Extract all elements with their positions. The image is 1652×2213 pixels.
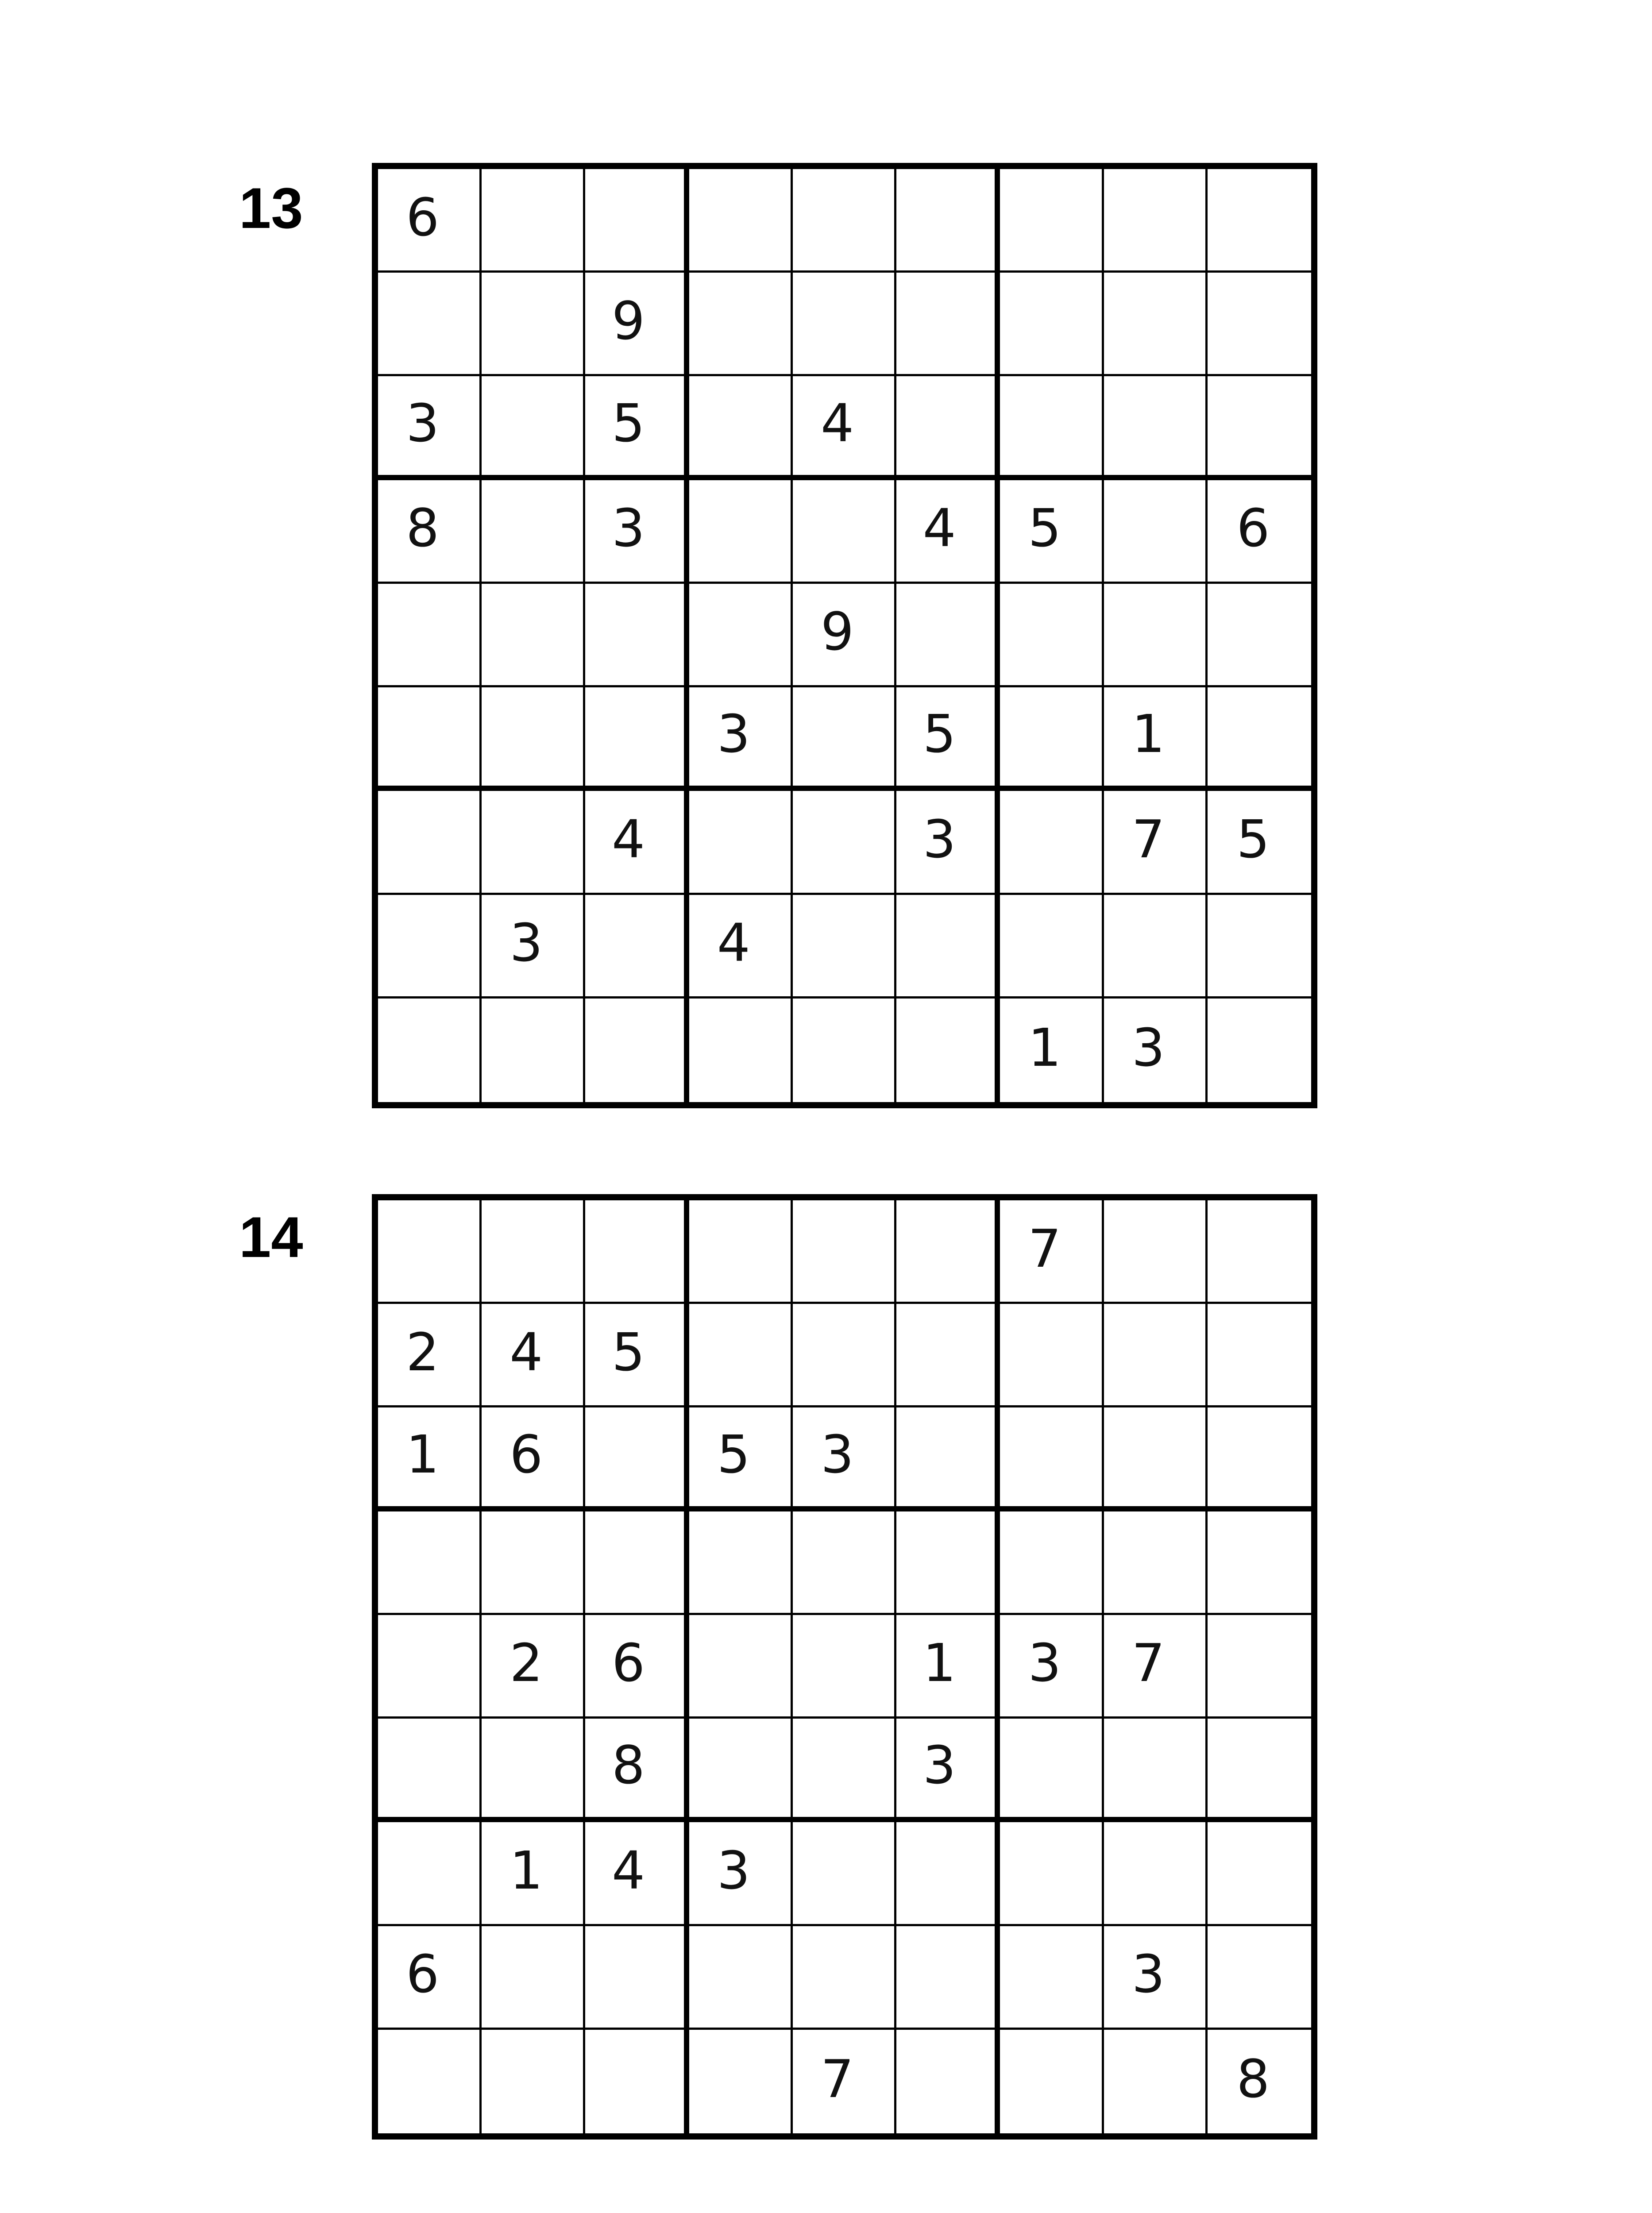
sudoku-cell[interactable]: [896, 1719, 1000, 1822]
sudoku-cell[interactable]: [1208, 1407, 1311, 1511]
cell-digit: 3: [612, 497, 645, 559]
cell-digit: 5: [717, 1423, 750, 1485]
sudoku-cell[interactable]: [1000, 1926, 1104, 2030]
cell-digit: 8: [406, 497, 440, 559]
cell-digit: 7: [820, 2048, 854, 2109]
sudoku-cell[interactable]: [482, 480, 585, 584]
cell-digit: 3: [820, 1423, 854, 1485]
sudoku-cell[interactable]: [378, 169, 482, 273]
sudoku-cell[interactable]: [1000, 791, 1104, 894]
sudoku-cell[interactable]: [793, 1407, 896, 1511]
sudoku-cell[interactable]: [1208, 791, 1311, 894]
sudoku-cell[interactable]: [378, 376, 482, 480]
cell-digit: 3: [717, 1839, 750, 1901]
sudoku-cell[interactable]: [482, 1200, 585, 1304]
sudoku-cell[interactable]: [1104, 895, 1208, 999]
sudoku-cell[interactable]: [378, 1407, 482, 1511]
sudoku-cell[interactable]: [793, 169, 896, 273]
sudoku-cell[interactable]: [1208, 1615, 1311, 1719]
sudoku-cell[interactable]: [1000, 2030, 1104, 2133]
sudoku-cell[interactable]: [1000, 895, 1104, 999]
sudoku-cell[interactable]: [689, 1304, 793, 1407]
sudoku-cell[interactable]: [1208, 1822, 1311, 1926]
sudoku-cell[interactable]: [482, 169, 585, 273]
sudoku-cell[interactable]: [482, 1511, 585, 1615]
sudoku-cell[interactable]: [585, 376, 689, 480]
sudoku-cell[interactable]: [896, 1511, 1000, 1615]
sudoku-cell[interactable]: [378, 480, 482, 584]
sudoku-cell[interactable]: [585, 1511, 689, 1615]
cell-digit: 5: [1028, 497, 1061, 559]
sudoku-cell[interactable]: [482, 1407, 585, 1511]
sudoku-cell[interactable]: [482, 2030, 585, 2133]
sudoku-cell[interactable]: [1208, 1200, 1311, 1304]
cell-digit: 3: [922, 1735, 956, 1796]
cell-digit: 9: [820, 601, 854, 663]
sudoku-cell[interactable]: [585, 1615, 689, 1719]
sudoku-cell[interactable]: [689, 1926, 793, 2030]
cell-digit: 6: [406, 186, 440, 248]
sudoku-cell[interactable]: [585, 584, 689, 687]
cell-digit: 7: [1131, 808, 1165, 870]
sudoku-cell[interactable]: [378, 273, 482, 376]
sudoku-cell[interactable]: [896, 1407, 1000, 1511]
sudoku-cell[interactable]: [1000, 1200, 1104, 1304]
cell-digit: 5: [612, 392, 645, 454]
sudoku-cell[interactable]: [482, 999, 585, 1102]
sudoku-cell[interactable]: [378, 584, 482, 687]
sudoku-cell[interactable]: [585, 480, 689, 584]
cell-digit: 1: [406, 1423, 440, 1485]
sudoku-cell[interactable]: [1104, 999, 1208, 1102]
sudoku-cell[interactable]: [793, 273, 896, 376]
sudoku-cell[interactable]: [689, 169, 793, 273]
cell-digit: 4: [820, 392, 854, 454]
sudoku-cell[interactable]: [1208, 1304, 1311, 1407]
sudoku-cell[interactable]: [482, 273, 585, 376]
sudoku-cell[interactable]: [378, 1822, 482, 1926]
sudoku-cell[interactable]: [793, 584, 896, 687]
sudoku-cell[interactable]: [378, 1926, 482, 2030]
cell-digit: 6: [1236, 497, 1270, 559]
cell-digit: 2: [406, 1321, 440, 1383]
sudoku-cell[interactable]: [1000, 1615, 1104, 1719]
cell-digit: 5: [612, 1321, 645, 1383]
cell-digit: 7: [1028, 1218, 1061, 1279]
sudoku-cell[interactable]: [1000, 1822, 1104, 1926]
sudoku-cell[interactable]: [1000, 169, 1104, 273]
sudoku-cell[interactable]: [1104, 169, 1208, 273]
sudoku-cell[interactable]: [1104, 1822, 1208, 1926]
sudoku-cell[interactable]: [482, 1719, 585, 1822]
cell-digit: 6: [612, 1632, 645, 1694]
sudoku-cell[interactable]: [585, 895, 689, 999]
sudoku-cell[interactable]: [689, 376, 793, 480]
sudoku-cell[interactable]: [793, 1926, 896, 2030]
sudoku-cell[interactable]: [585, 687, 689, 791]
sudoku-cell[interactable]: [793, 1822, 896, 1926]
sudoku-cell[interactable]: [378, 1511, 482, 1615]
sudoku-cell[interactable]: [1208, 1719, 1311, 1822]
sudoku-cell[interactable]: [689, 584, 793, 687]
sudoku-cell[interactable]: [1208, 1926, 1311, 2030]
sudoku-cell[interactable]: [793, 1511, 896, 1615]
sudoku-cell[interactable]: [689, 1511, 793, 1615]
sudoku-cell[interactable]: [793, 1304, 896, 1407]
sudoku-cell[interactable]: [1208, 480, 1311, 584]
cell-digit: 8: [1236, 2048, 1270, 2109]
cell-digit: 1: [1028, 1017, 1061, 1078]
sudoku-cell[interactable]: [689, 2030, 793, 2133]
sudoku-cell[interactable]: [1104, 1407, 1208, 1511]
sudoku-cell[interactable]: [378, 1200, 482, 1304]
sudoku-cell[interactable]: [1208, 584, 1311, 687]
cell-digit: 3: [406, 392, 440, 454]
sudoku-cell[interactable]: [585, 169, 689, 273]
sudoku-cell[interactable]: [1208, 895, 1311, 999]
sudoku-cell[interactable]: [585, 791, 689, 894]
sudoku-cell[interactable]: [378, 895, 482, 999]
sudoku-cell[interactable]: [482, 1822, 585, 1926]
sudoku-grid-13: [372, 163, 1317, 1108]
sudoku-cell[interactable]: [896, 480, 1000, 584]
cell-digit: 4: [509, 1321, 543, 1383]
cell-digit: 1: [509, 1839, 543, 1901]
sudoku-cell[interactable]: [482, 687, 585, 791]
sudoku-cell[interactable]: [896, 1200, 1000, 1304]
cell-digit: 1: [922, 1632, 956, 1694]
sudoku-cell[interactable]: [1208, 169, 1311, 273]
cell-digit: 3: [1131, 1017, 1165, 1078]
sudoku-cell[interactable]: [1104, 2030, 1208, 2133]
sudoku-cell[interactable]: [793, 376, 896, 480]
cell-digit: 6: [509, 1423, 543, 1485]
sudoku-cell[interactable]: [896, 895, 1000, 999]
cell-digit: 3: [717, 703, 750, 765]
sudoku-cell[interactable]: [1104, 1719, 1208, 1822]
cell-digit: 2: [509, 1632, 543, 1694]
sudoku-cell[interactable]: [896, 1822, 1000, 1926]
sudoku-cell[interactable]: [1208, 2030, 1311, 2133]
sudoku-cell[interactable]: [1000, 376, 1104, 480]
sudoku-cell[interactable]: [896, 169, 1000, 273]
sudoku-cell[interactable]: [482, 1615, 585, 1719]
sudoku-cell[interactable]: [896, 584, 1000, 687]
sudoku-cell[interactable]: [793, 895, 896, 999]
sudoku-cell[interactable]: [585, 2030, 689, 2133]
sudoku-cell[interactable]: [896, 1304, 1000, 1407]
sudoku-cell[interactable]: [793, 2030, 896, 2133]
sudoku-cell[interactable]: [1104, 376, 1208, 480]
sudoku-cell[interactable]: [1208, 1511, 1311, 1615]
sudoku-cell[interactable]: [378, 1304, 482, 1407]
sudoku-cell[interactable]: [1104, 1304, 1208, 1407]
sudoku-cell[interactable]: [585, 1926, 689, 2030]
sudoku-cell[interactable]: [378, 999, 482, 1102]
sudoku-cell[interactable]: [482, 1304, 585, 1407]
sudoku-cell[interactable]: [689, 999, 793, 1102]
sudoku-cell[interactable]: [378, 1615, 482, 1719]
sudoku-cell[interactable]: [793, 1719, 896, 1822]
sudoku-cell[interactable]: [1104, 1511, 1208, 1615]
sudoku-cell[interactable]: [1000, 999, 1104, 1102]
sudoku-cell[interactable]: [793, 1615, 896, 1719]
sudoku-cell[interactable]: [585, 273, 689, 376]
sudoku-cell[interactable]: [896, 2030, 1000, 2133]
sudoku-cell[interactable]: [896, 791, 1000, 894]
cell-digit: 7: [1131, 1632, 1165, 1694]
sudoku-cell[interactable]: [1208, 376, 1311, 480]
sudoku-cell[interactable]: [896, 273, 1000, 376]
sudoku-cell[interactable]: [585, 1719, 689, 1822]
sudoku-cell[interactable]: [689, 687, 793, 791]
sudoku-cell[interactable]: [1104, 687, 1208, 791]
cell-digit: 3: [1131, 1943, 1165, 2005]
sudoku-cell[interactable]: [1104, 584, 1208, 687]
sudoku-cell[interactable]: [1000, 273, 1104, 376]
sudoku-cell[interactable]: [585, 1200, 689, 1304]
sudoku-cell[interactable]: [1104, 480, 1208, 584]
cell-digit: 3: [1028, 1632, 1061, 1694]
cell-digit: 1: [1131, 703, 1165, 765]
sudoku-cell[interactable]: [585, 1822, 689, 1926]
sudoku-cell[interactable]: [1000, 1719, 1104, 1822]
sudoku-cell[interactable]: [689, 1407, 793, 1511]
sudoku-cell[interactable]: [1000, 687, 1104, 791]
cell-digit: 5: [922, 703, 956, 765]
sudoku-cell[interactable]: [482, 376, 585, 480]
sudoku-cell[interactable]: [1104, 791, 1208, 894]
cell-digit: 4: [922, 497, 956, 559]
sudoku-cell[interactable]: [482, 791, 585, 894]
sudoku-cell[interactable]: [585, 1407, 689, 1511]
sudoku-cell[interactable]: [378, 687, 482, 791]
cell-digit: 4: [612, 1839, 645, 1901]
sudoku-cell[interactable]: [689, 1719, 793, 1822]
puzzle-13-number: 13: [239, 176, 303, 240]
sudoku-cell[interactable]: [482, 1926, 585, 2030]
sudoku-cell[interactable]: [585, 999, 689, 1102]
cell-digit: 5: [1236, 808, 1270, 870]
sudoku-cell[interactable]: [896, 687, 1000, 791]
sudoku-cell[interactable]: [1208, 687, 1311, 791]
sudoku-cell[interactable]: [689, 791, 793, 894]
sudoku-cell[interactable]: [1208, 999, 1311, 1102]
sudoku-cell[interactable]: [689, 1200, 793, 1304]
sudoku-cell[interactable]: [896, 999, 1000, 1102]
sudoku-cell[interactable]: [689, 1822, 793, 1926]
sudoku-cell[interactable]: [689, 1615, 793, 1719]
sudoku-grid-14: [372, 1194, 1317, 2140]
sudoku-cell[interactable]: [896, 1926, 1000, 2030]
sudoku-cell[interactable]: [1208, 273, 1311, 376]
sudoku-cell[interactable]: [1000, 480, 1104, 584]
sudoku-cell[interactable]: [793, 480, 896, 584]
cell-digit: 8: [612, 1735, 645, 1796]
cell-digit: 6: [406, 1943, 440, 2005]
sudoku-cell[interactable]: [378, 2030, 482, 2133]
sudoku-cell[interactable]: [793, 687, 896, 791]
sudoku-cell[interactable]: [793, 1200, 896, 1304]
sudoku-cell[interactable]: [585, 1304, 689, 1407]
cell-digit: 3: [922, 808, 956, 870]
sudoku-cell[interactable]: [689, 273, 793, 376]
sudoku-cell[interactable]: [689, 480, 793, 584]
sudoku-cell[interactable]: [793, 999, 896, 1102]
sudoku-cell[interactable]: [1104, 1926, 1208, 2030]
sudoku-cell[interactable]: [1000, 1304, 1104, 1407]
sudoku-cell[interactable]: [896, 376, 1000, 480]
sudoku-cell[interactable]: [482, 895, 585, 999]
sudoku-cell[interactable]: [793, 791, 896, 894]
sudoku-cell[interactable]: [378, 791, 482, 894]
cell-digit: 3: [509, 912, 543, 974]
cell-digit: 4: [612, 808, 645, 870]
sudoku-cell[interactable]: [1000, 584, 1104, 687]
sudoku-cell[interactable]: [1104, 273, 1208, 376]
sudoku-cell[interactable]: [689, 895, 793, 999]
sudoku-cell[interactable]: [482, 584, 585, 687]
puzzle-14-number: 14: [239, 1205, 303, 1269]
cell-digit: 9: [612, 290, 645, 351]
sudoku-cell[interactable]: [896, 1615, 1000, 1719]
sudoku-cell[interactable]: [378, 1719, 482, 1822]
sudoku-cell[interactable]: [1000, 1407, 1104, 1511]
sudoku-cell[interactable]: [1104, 1615, 1208, 1719]
cell-digit: 4: [717, 912, 750, 974]
sudoku-cell[interactable]: [1104, 1200, 1208, 1304]
sudoku-cell[interactable]: [1000, 1511, 1104, 1615]
